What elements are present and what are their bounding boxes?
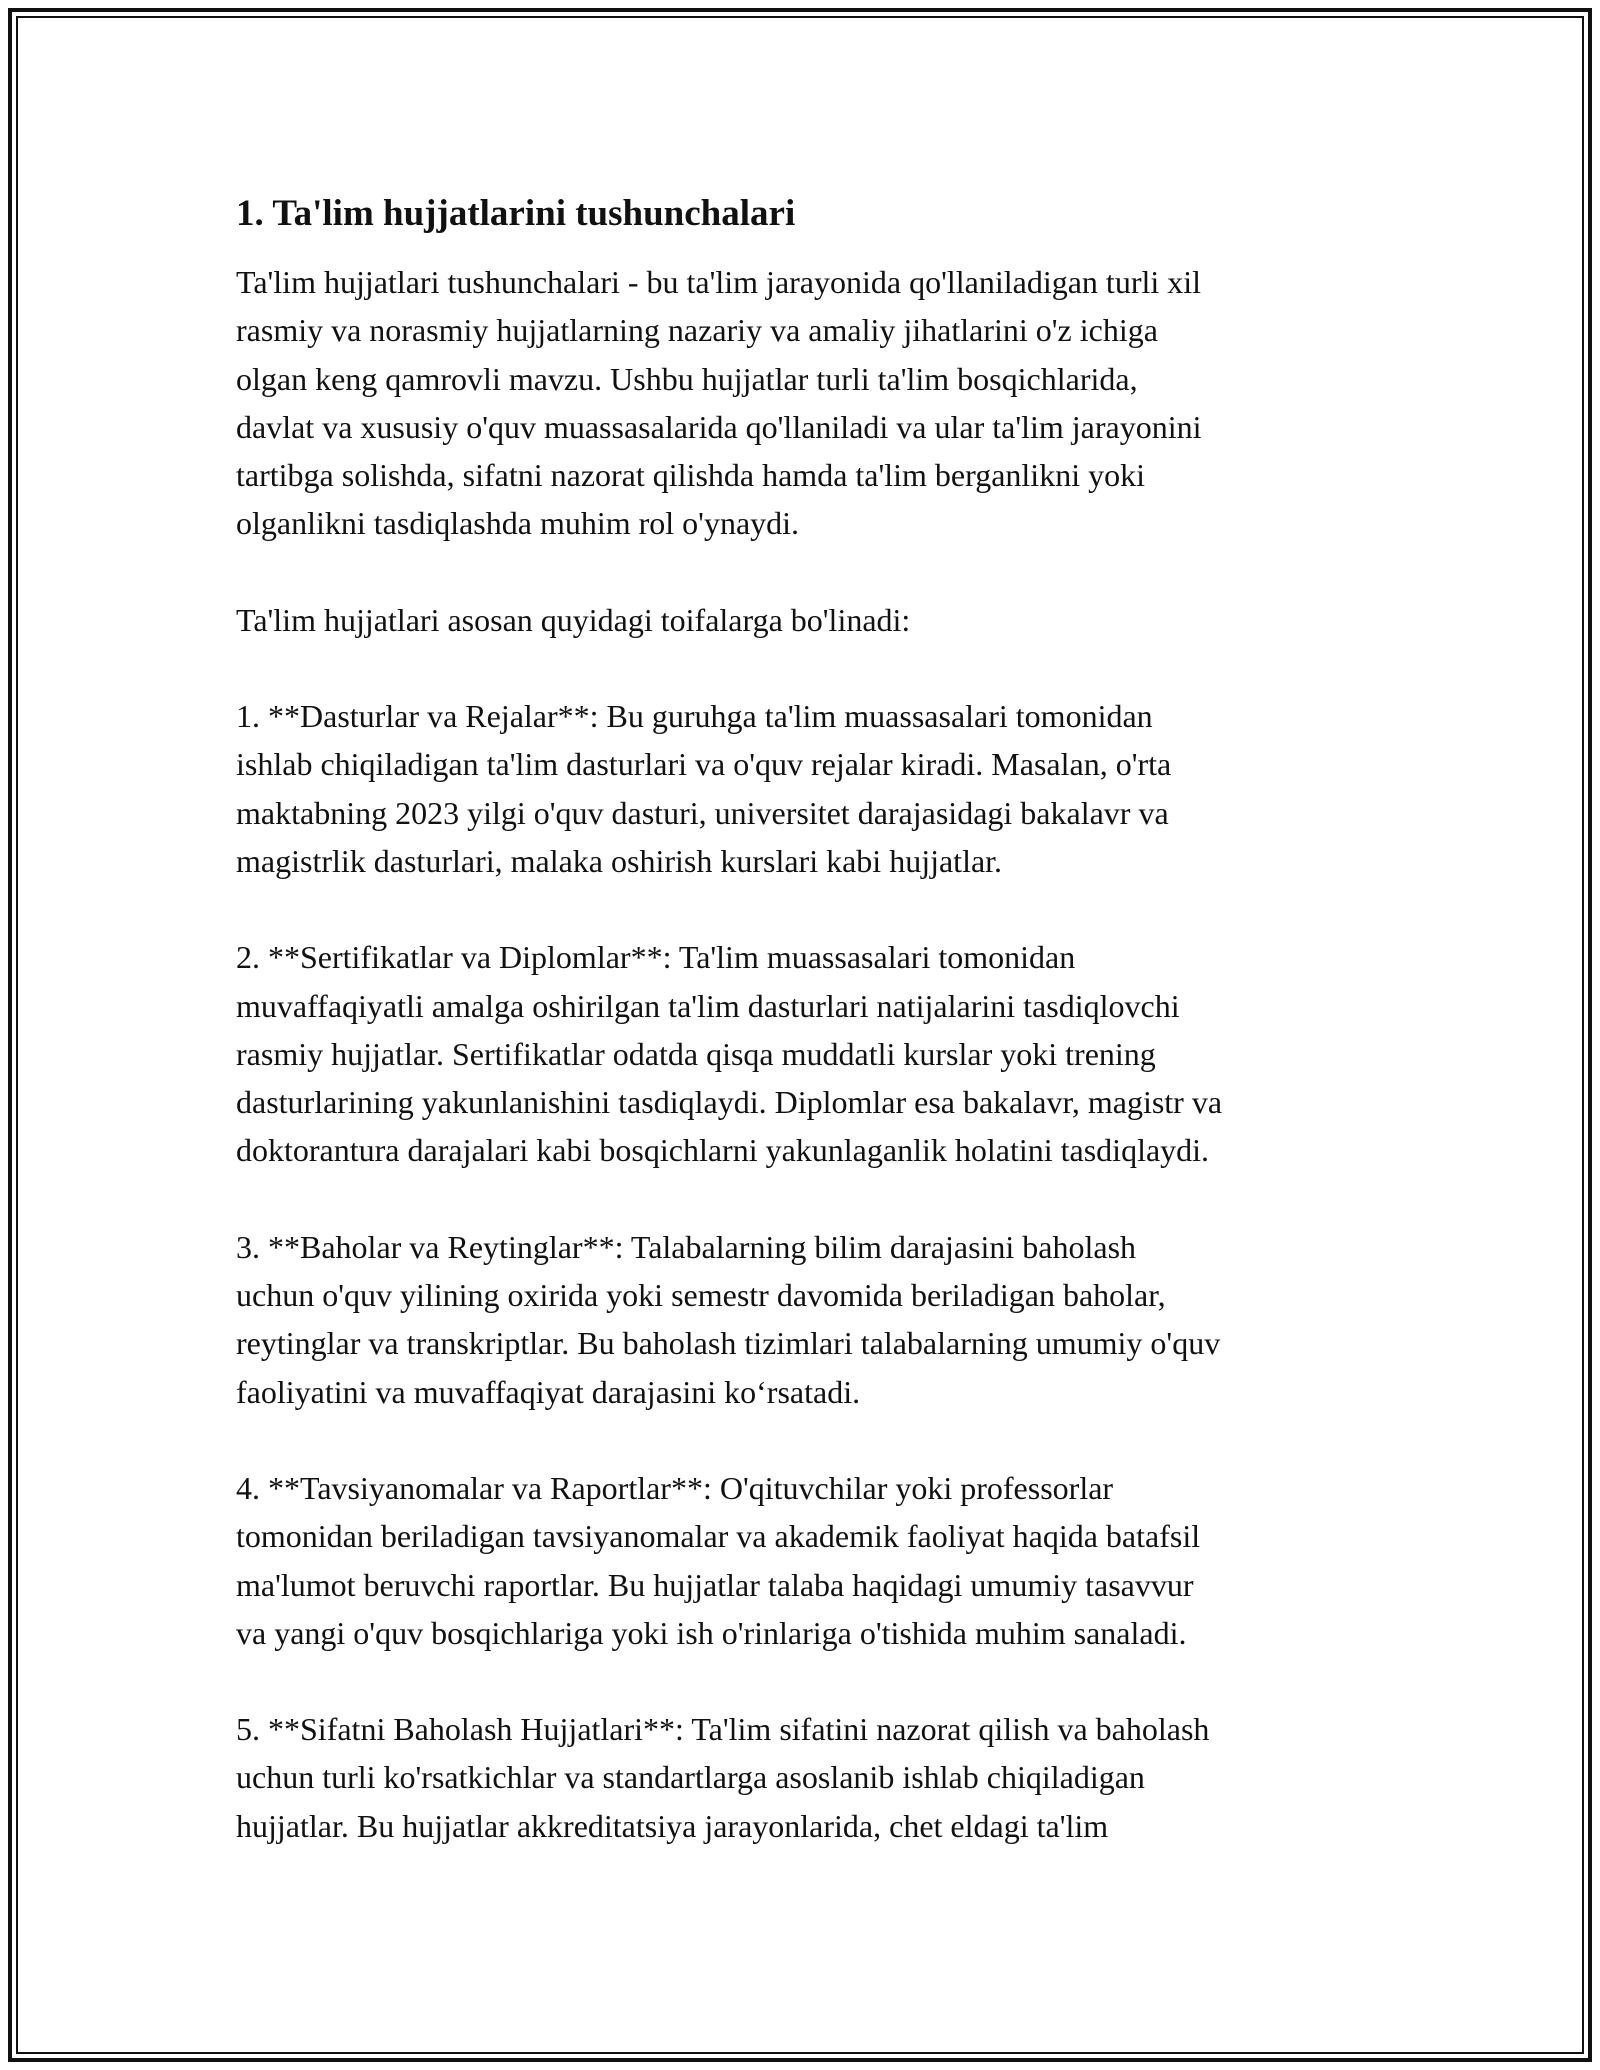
text-line: reytinglar va transkriptlar. Bu baholash tizimlari talabalarning umumiy o'quv <box>236 1325 1221 1362</box>
paragraph-intro <box>236 258 1386 548</box>
text-line: davlat va xususiy o'quv muassasalarida qo'llaniladi va ular ta'lim jarayonini <box>236 408 1202 445</box>
text-line: 3. **Baholar va Reytinglar**: Talabalarning bilim darajasini baholash <box>236 1228 1137 1265</box>
text-line: rasmiy va norasmiy hujjatlarning nazariy va amaliy jihatlarini o'z ichiga <box>236 312 1158 349</box>
text-line: va yangi o'quv bosqichlariga yoki ish o'rinlariga o'tishida muhim sanaladi. <box>236 1614 1187 1651</box>
text-line: 4. **Tavsiyanomalar va Raportlar**: O'qituvchilar yoki professorlar <box>236 1469 1114 1506</box>
text-line: faoliyatini va muvaffaqiyat darajasini ko‘rsatadi. <box>236 1373 861 1410</box>
text-line: ishlab chiqiladigan ta'lim dasturlari va o'quv rejalar kiradi. Masalan, o'rta <box>236 746 1172 783</box>
document-body <box>236 190 1386 1898</box>
text-line: dasturlarining yakunlanishini tasdiqlaydi. Diplomlar esa bakalavr, magistr va <box>236 1084 1223 1121</box>
text-line: 1. **Dasturlar va Rejalar**: Bu guruhga ta'lim muassasalari tomonidan <box>236 698 1153 735</box>
section-heading: 1. Ta'lim hujjatlarini tushunchalari <box>236 193 796 234</box>
list-item-2 <box>236 933 1386 1174</box>
text-line: tartibga solishda, sifatni nazorat qilishda hamda ta'lim berganlikni yoki <box>236 457 1145 494</box>
paragraph-categories-lead <box>236 596 1386 644</box>
text-line: Ta'lim hujjatlari tushunchalari - bu ta'lim jarayonida qo'llaniladigan turli xil <box>236 264 1202 300</box>
text-line: ma'lumot beruvchi raportlar. Bu hujjatlar talaba haqidagi umumiy tasavvur <box>236 1566 1194 1603</box>
text-line: olgan keng qamrovli mavzu. Ushbu hujjatlar turli ta'lim bosqichlarida, <box>236 360 1138 397</box>
text-line: uchun o'quv yilining oxirida yoki semestr davomida beriladigan baholar, <box>236 1277 1166 1314</box>
text-line: hujjatlar. Bu hujjatlar akkreditatsiya jarayonlarida, chet eldagi ta'lim <box>236 1807 1109 1844</box>
list-item-1 <box>236 692 1386 885</box>
text-line: rasmiy hujjatlar. Sertifikatlar odatda qisqa muddatli kurslar yoki trening <box>236 1035 1156 1072</box>
text-line: doktorantura darajalari kabi bosqichlarni yakunlaganlik holatini tasdiqlaydi. <box>236 1132 1210 1169</box>
text-line: maktabning 2023 yilgi o'quv dasturi, universitet darajasidagi bakalavr va <box>236 794 1169 831</box>
text-line: magistrlik dasturlari, malaka oshirish kurslari kabi hujjatlar. <box>236 842 1003 879</box>
text-line: olganlikni tasdiqlashda muhim rol o'ynaydi. <box>236 505 800 542</box>
text-line: tomonidan beriladigan tavsiyanomalar va akademik faoliyat haqida batafsil <box>236 1518 1201 1555</box>
text-line: 2. **Sertifikatlar va Diplomlar**: Ta'lim muassasalari tomonidan <box>236 939 1076 976</box>
list-item-4 <box>236 1464 1386 1657</box>
list-item-5 <box>236 1705 1386 1850</box>
text-line: Ta'lim hujjatlari asosan quyidagi toifalarga bo'linadi: <box>236 601 911 638</box>
text-line: uchun turli ko'rsatkichlar va standartlarga asoslanib ishlab chiqiladigan <box>236 1759 1145 1796</box>
list-item-3 <box>236 1223 1386 1416</box>
text-line: muvaffaqiyatli amalga oshirilgan ta'lim dasturlari natijalarini tasdiqlovchi <box>236 987 1180 1024</box>
text-line: 5. **Sifatni Baholash Hujjatlari**: Ta'lim sifatini nazorat qilish va baholash <box>236 1711 1210 1748</box>
